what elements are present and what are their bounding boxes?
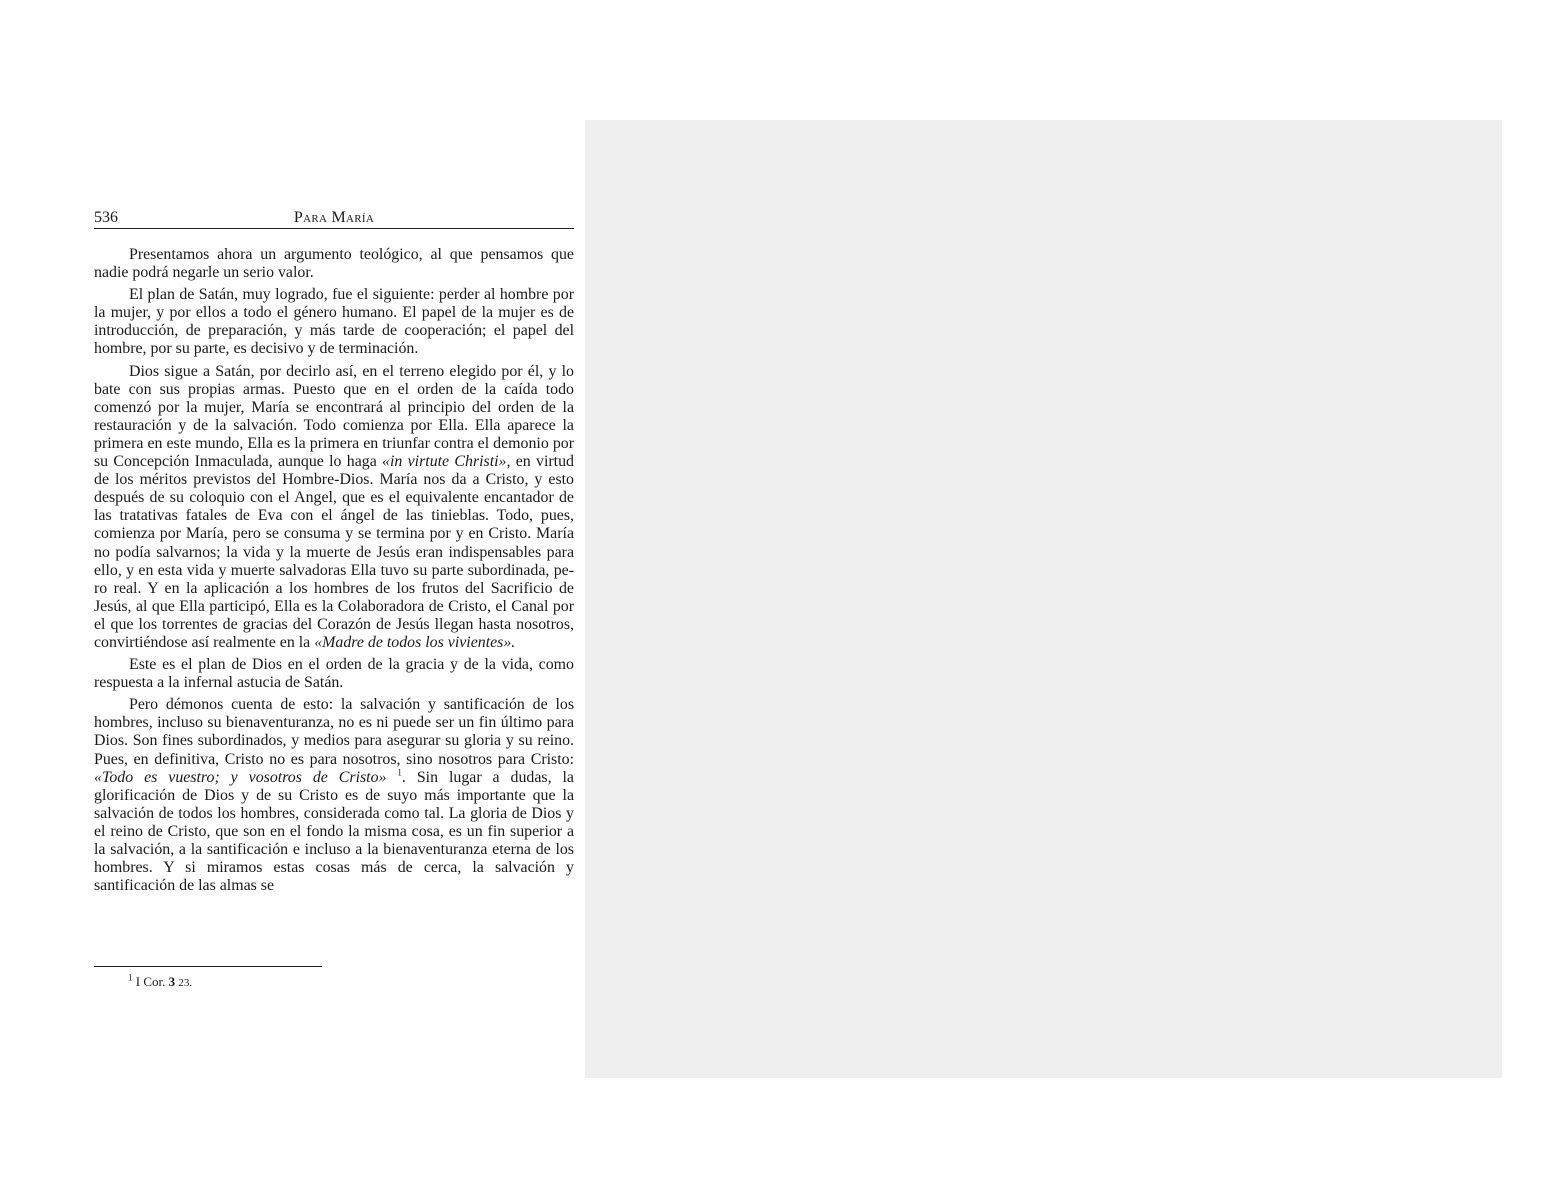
madre-quote: «Madre de todos los vivientes». bbox=[314, 633, 516, 651]
latin-quote: «in virtute Christi», bbox=[382, 453, 511, 471]
book-page bbox=[94, 206, 574, 899]
paragraph-3-text-c: en virtud de los méritos previstos del Hombre-Dios. María nos da a Cristo, y esto después de su coloquio con el Angel, que es el equivalente encantador de las tratativas fatales de Eva con el ángel de las tinieblas. Todo, pues, comienza por María, pero se consuma y se termina por y en Cristo. María no podía salvarnos; la vida y la muerte de Jesús eran indispensables para ello, y en esta vida y muerte salvadoras Ella tuvo su parte subordinada, pero real. Y en la aplicación a los hombres de los frutos del Sacrificio de Jesús, al que Ella participó, Ella es la Colaboradora de Cristo, el Canal por el que los torrentes de gracias del Corazón de Jesús llegan hasta nosotros, convirtiéndose así realmente en la bbox=[94, 453, 574, 651]
paragraph-4: Este es el plan de Dios en el orden de la gracia y de la vida, como respuesta a la infernal astucia de Satán. bbox=[94, 656, 574, 692]
blank-page-panel bbox=[585, 120, 1502, 1078]
paragraph-3-text-a: Dios sigue a Satán, por decirlo así, en el terreno elegido por él, y lo bate con sus propias armas. Puesto que en el orden de la caída todo comenzó por la mujer, María se encontrará al principio del orden de la restauración y de la salvación. Todo comienza por Ella. Ella aparece la primera en este mundo, Ella es la primera en triunfar contra el demonio por su Concepción Inmaculada, aunque lo haga bbox=[94, 362, 574, 471]
paragraph-5 bbox=[94, 696, 574, 895]
footnote-divider bbox=[94, 966, 322, 967]
paragraph-1: Presentamos ahora un argumento teológico, al que pensamos que nadie podrá negarle un serio valor. bbox=[94, 246, 574, 282]
paragraph-5-text-c: . Sin lugar a dudas, la glorificación de Dios y de su Cristo es de suyo más importante que la salvación de todos los hombres, considerada como tal. La gloria de Dios y el reino de Cristo, que son en el fondo la misma cosa, es un fin superior a la salvación, a la santificación e incluso a la bienaventuranza eterna de los hombres. Y si miramos estas cosas más de cerca, la salvación y santificación de las almas se bbox=[94, 768, 574, 895]
paragraph-2: El plan de Satán, muy logrado, fue el siguiente: perder al hombre por la mujer, y por ellos a todo el género humano. El papel de la mujer es de introducción, de preparación, y más tarde de cooperación; el papel del hombre, por su parte, es decisivo y de terminación. bbox=[94, 286, 574, 358]
body-text bbox=[94, 246, 574, 895]
footnote-marker: 1 bbox=[128, 972, 133, 983]
footnote-reference[interactable]: 1 bbox=[397, 767, 402, 778]
page-number: 536 bbox=[94, 209, 118, 226]
running-title: Para María bbox=[293, 209, 375, 226]
footnote-book: I Cor. bbox=[135, 974, 166, 989]
paragraph-3 bbox=[94, 363, 574, 653]
paragraph-5-text-a: Pero démonos cuenta de esto: la salvación y santificación de los hombres, incluso su bienaventuranza, no es ni puede ser un fin último para Dios. Son fines subordinados, y medios para asegurar su gloria y su reino. Pues, en definitiva, Cristo no es para nosotros, sino nosotros para Cristo: bbox=[94, 696, 574, 768]
footnote-verse: 23. bbox=[178, 977, 193, 989]
page-header bbox=[94, 206, 574, 229]
footnote bbox=[128, 974, 192, 991]
footnote-chapter: 3 bbox=[168, 974, 176, 989]
scripture-quote: «Todo es vuestro; y vosotros de Cristo» bbox=[94, 768, 387, 786]
